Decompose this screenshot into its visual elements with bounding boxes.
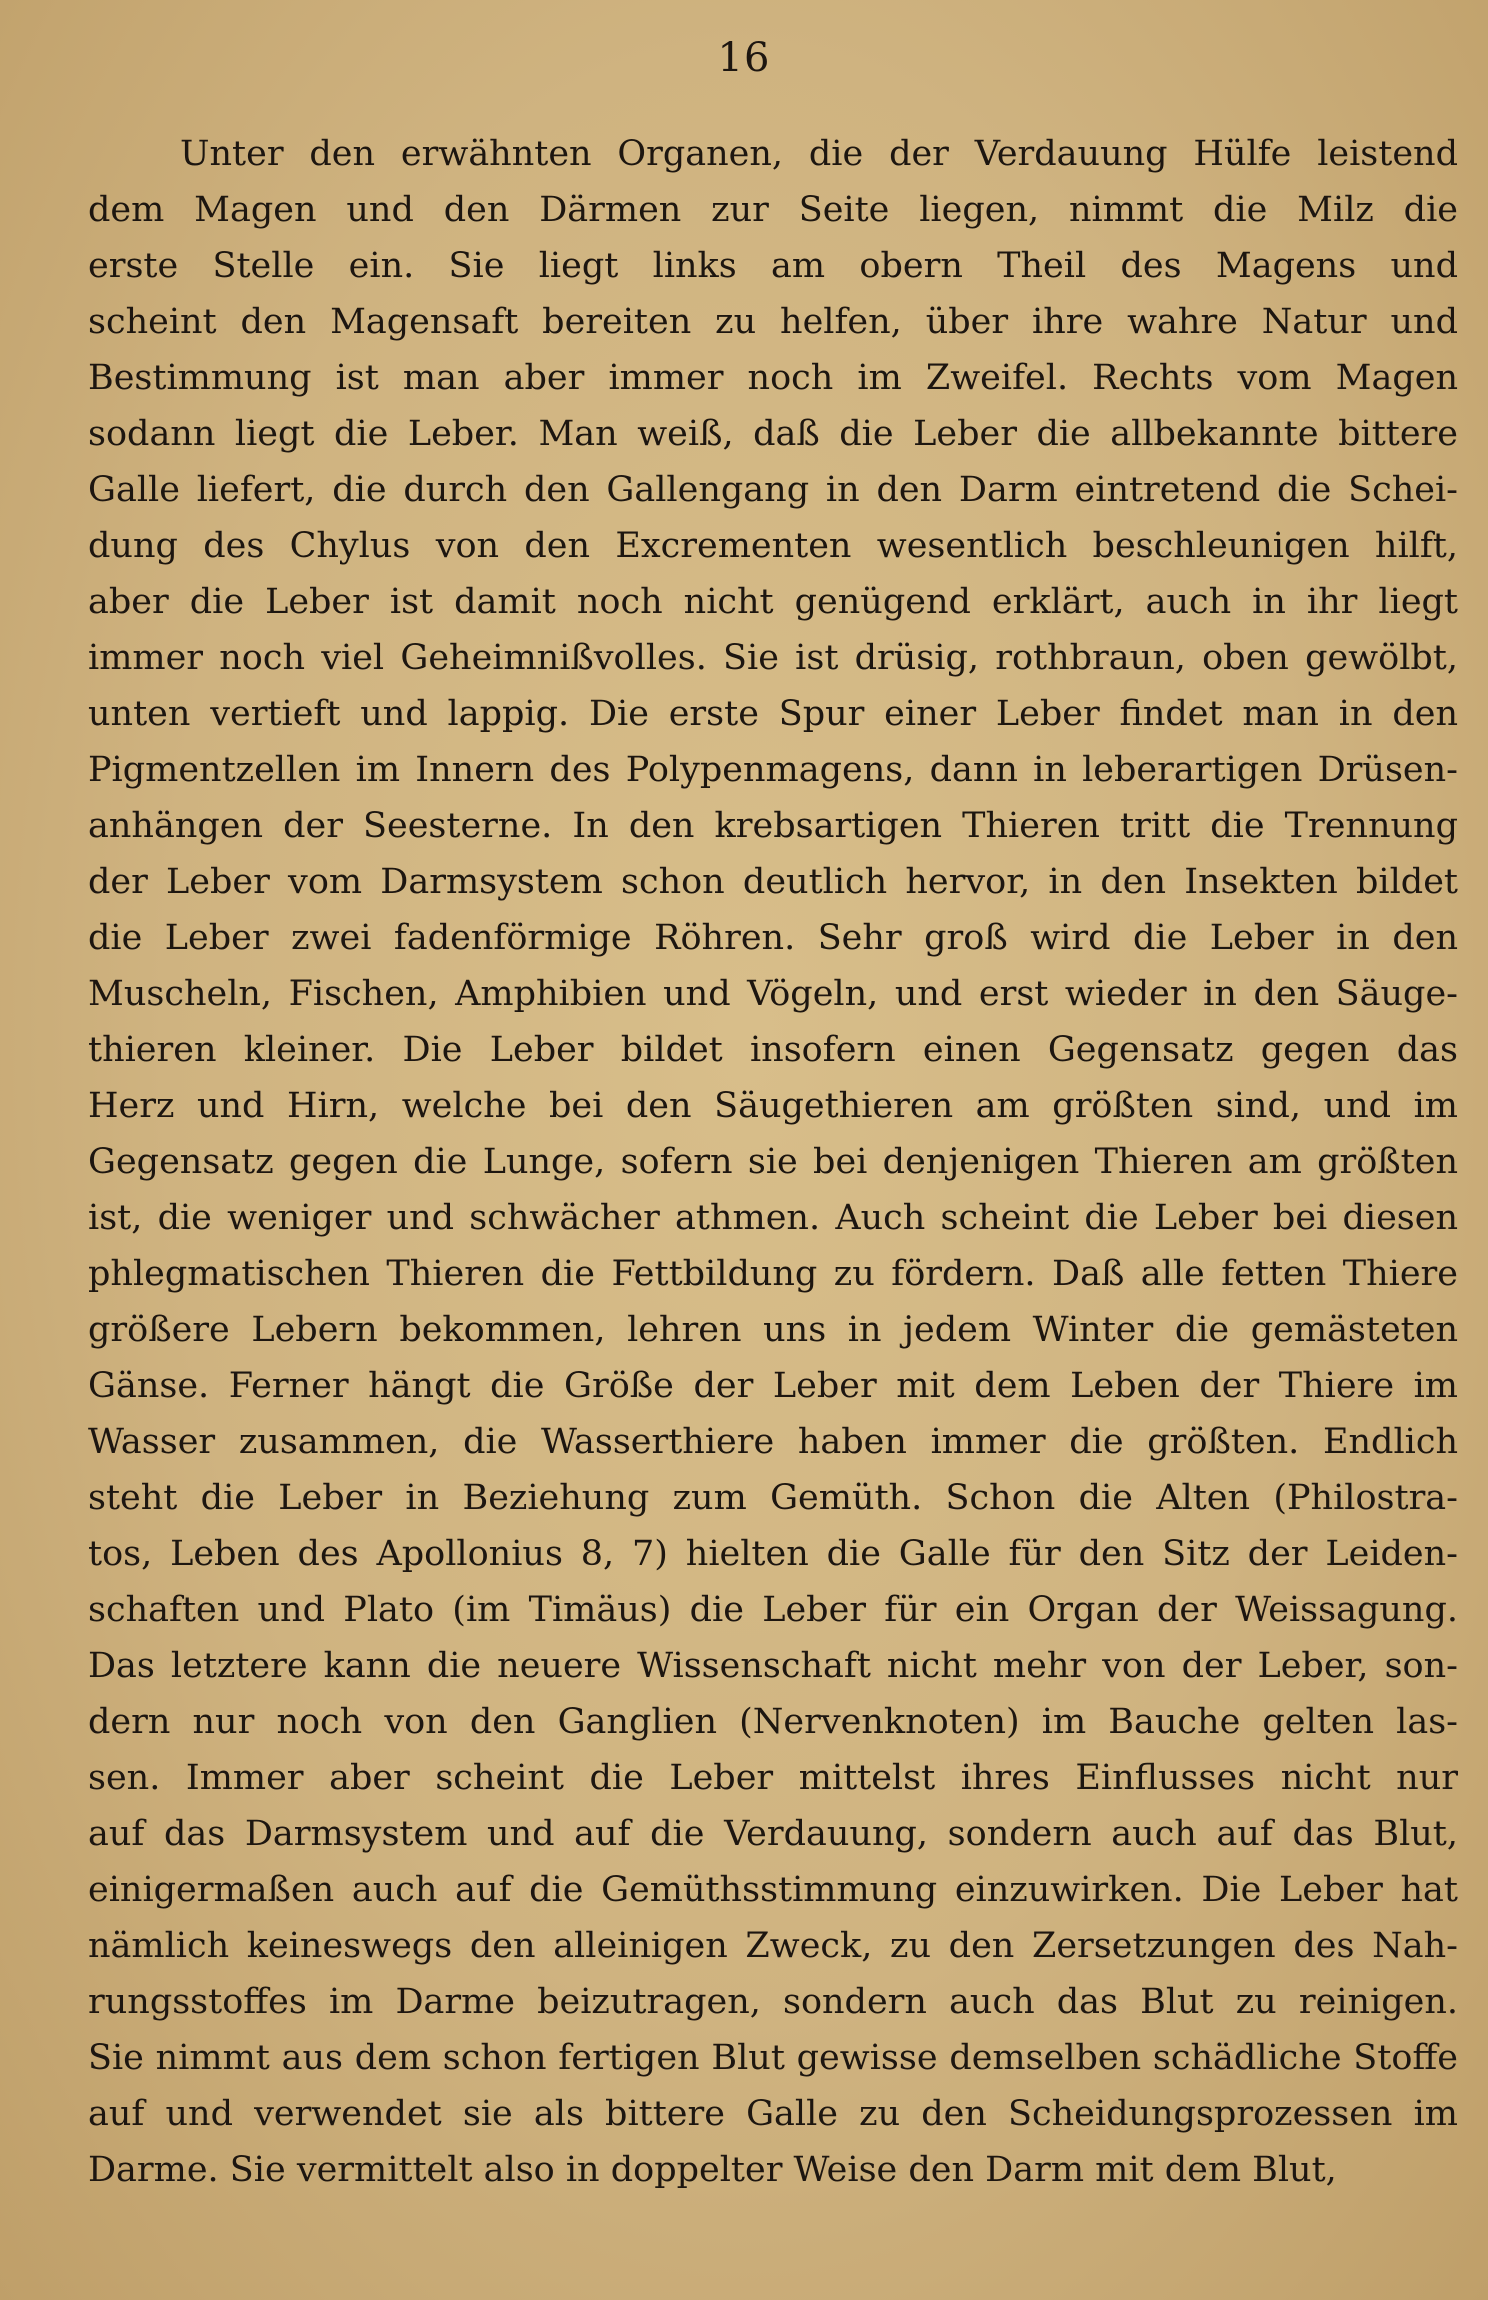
text-line: dung des Chylus von den Excrementen wesentlich beschleunigen hilft, — [88, 526, 1458, 566]
text-line: der Leber vom Darmsystem schon deutlich hervor, in den Insekten bildet — [88, 862, 1458, 902]
text-line: die Leber zwei fadenförmige Röhren. Sehr groß wird die Leber in den — [88, 918, 1458, 958]
text-line: größere Lebern bekommen, lehren uns in jedem Winter die gemästeten — [88, 1310, 1458, 1350]
text-line: thieren kleiner. Die Leber bildet insofern einen Gegensatz gegen das — [88, 1030, 1458, 1070]
text-line: Das letztere kann die neuere Wissenschaft nicht mehr von der Leber, son- — [88, 1646, 1458, 1686]
text-line: dern nur noch von den Ganglien (Nervenknoten) im Bauche gelten las- — [88, 1702, 1458, 1742]
text-line: ist, die weniger und schwächer athmen. Auch scheint die Leber bei diesen — [88, 1198, 1458, 1238]
text-line: Sie nimmt aus dem schon fertigen Blut gewisse demselben schädliche Stoffe — [88, 2038, 1458, 2078]
text-line: phlegmatischen Thieren die Fettbildung zu fördern. Daß alle fetten Thiere — [88, 1254, 1458, 1294]
text-line: sodann liegt die Leber. Man weiß, daß die Leber die allbekannte bittere — [88, 414, 1458, 454]
text-line: sen. Immer aber scheint die Leber mittelst ihres Einflusses nicht nur — [88, 1758, 1458, 1798]
text-line: anhängen der Seesterne. In den krebsartigen Thieren tritt die Trennung — [88, 806, 1458, 846]
text-line: scheint den Magensaft bereiten zu helfen, über ihre wahre Natur und — [88, 302, 1458, 342]
text-line: Gegensatz gegen die Lunge, sofern sie bei denjenigen Thieren am größten — [88, 1142, 1458, 1182]
text-line: Gänse. Ferner hängt die Größe der Leber mit dem Leben der Thiere im — [88, 1366, 1458, 1406]
text-line: tos, Leben des Apollonius 8, 7) hielten die Galle für den Sitz der Leiden- — [88, 1534, 1458, 1574]
text-line: Herz und Hirn, welche bei den Säugethieren am größten sind, und im — [88, 1086, 1458, 1126]
text-line: Muscheln, Fischen, Amphibien und Vögeln, und erst wieder in den Säuge- — [88, 974, 1458, 1014]
text-line: dem Magen und den Därmen zur Seite liegen, nimmt die Milz die — [88, 190, 1458, 230]
text-line: einigermaßen auch auf die Gemüthsstimmung einzuwirken. Die Leber hat — [88, 1870, 1458, 1910]
page-number: 16 — [717, 35, 771, 81]
text-line: Pigmentzellen im Innern des Polypenmagens, dann in leberartigen Drüsen- — [88, 750, 1458, 790]
text-line: Galle liefert, die durch den Gallengang in den Darm eintretend die Schei- — [88, 470, 1458, 510]
text-line: nämlich keineswegs den alleinigen Zweck, zu den Zersetzungen des Nah- — [88, 1926, 1458, 1966]
text-line: schaften und Plato (im Timäus) die Leber für ein Organ der Weissagung. — [88, 1590, 1458, 1630]
text-line: rungsstoffes im Darme beizutragen, sondern auch das Blut zu reinigen. — [88, 1982, 1458, 2022]
text-line: unten vertieft und lappig. Die erste Spur einer Leber findet man in den — [88, 694, 1458, 734]
text-line: steht die Leber in Beziehung zum Gemüth. Schon die Alten (Philostra- — [88, 1478, 1458, 1518]
text-line: Bestimmung ist man aber immer noch im Zweifel. Rechts vom Magen — [88, 358, 1458, 398]
text-line: erste Stelle ein. Sie liegt links am obern Theil des Magens und — [88, 246, 1458, 286]
text-line: Wasser zusammen, die Wasserthiere haben immer die größten. Endlich — [88, 1422, 1458, 1462]
text-line: Unter den erwähnten Organen, die der Verdauung Hülfe leistend — [180, 134, 1458, 174]
body-text — [88, 126, 1458, 2198]
text-line: aber die Leber ist damit noch nicht genügend erklärt, auch in ihr liegt — [88, 582, 1458, 622]
text-line: immer noch viel Geheimnißvolles. Sie ist drüsig, rothbraun, oben gewölbt, — [88, 638, 1458, 678]
text-line: auf und verwendet sie als bittere Galle zu den Scheidungsprozessen im — [88, 2094, 1458, 2134]
text-line: auf das Darmsystem und auf die Verdauung, sondern auch auf das Blut, — [88, 1814, 1458, 1854]
text-line: Darme. Sie vermittelt also in doppelter Weise den Darm mit dem Blut, — [88, 2150, 1337, 2190]
